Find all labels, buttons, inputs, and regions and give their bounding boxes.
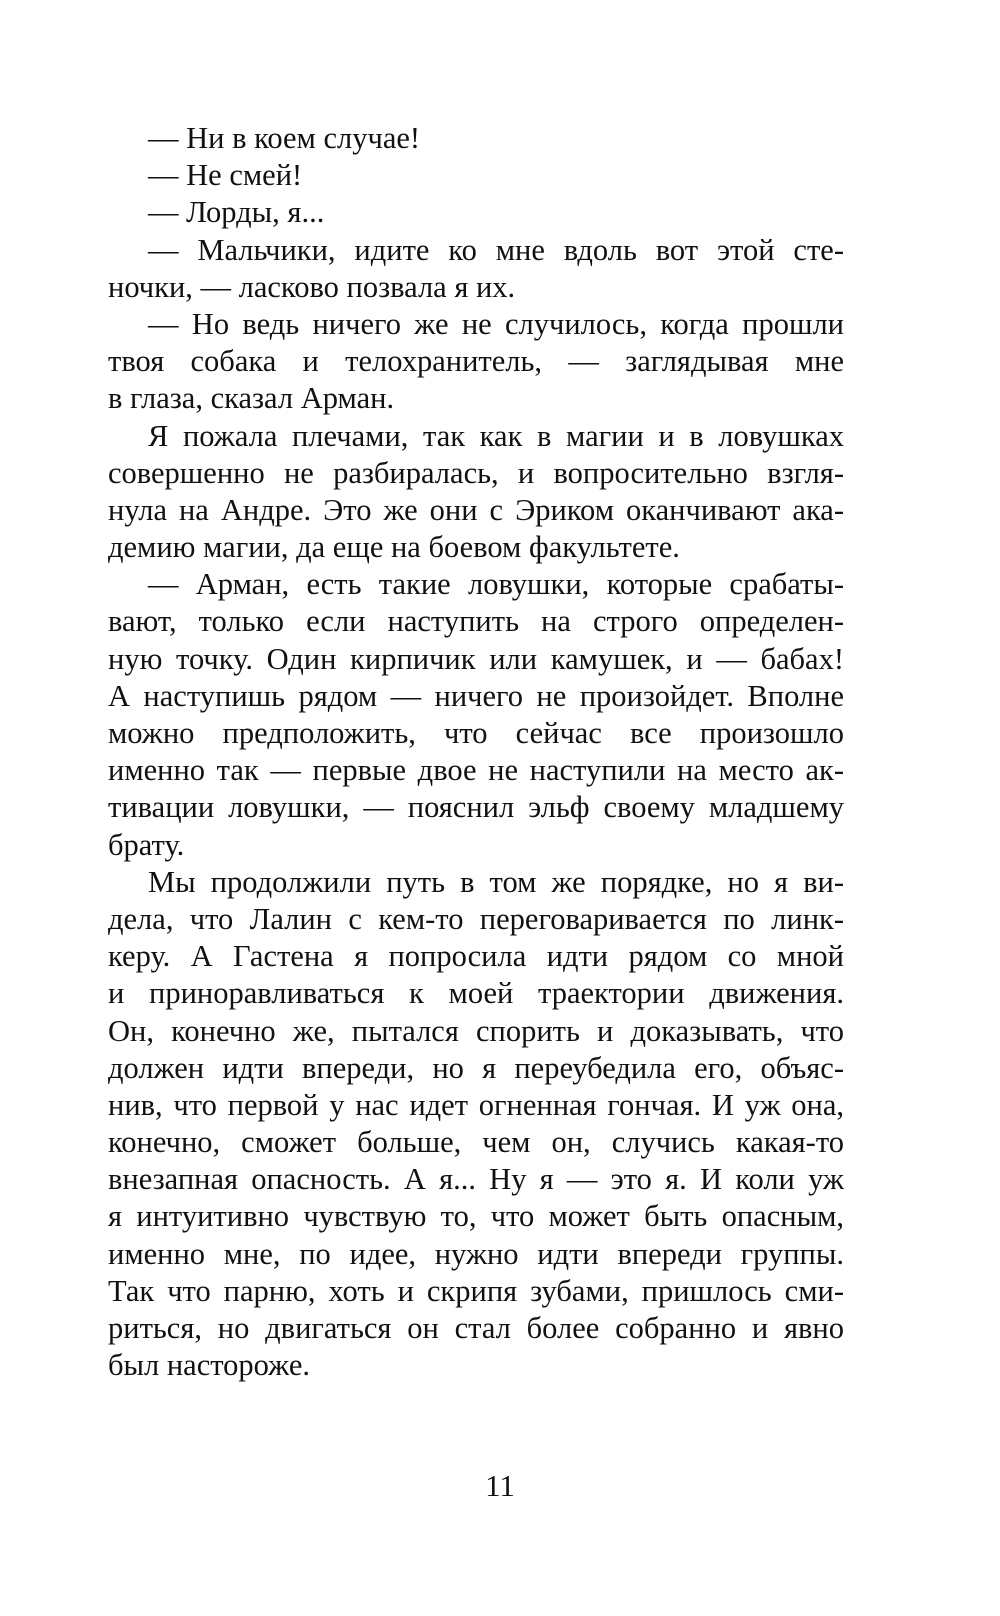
text-line: должен идти впереди, но я переубедила его, объяс- bbox=[108, 1050, 844, 1085]
text-line: тивации ловушки, — пояснил эльф своему младшему bbox=[108, 790, 844, 825]
text-line: демию магии, да еще на боевом факультете. bbox=[108, 530, 680, 565]
text-line: внезапная опасность. А я... Ну я — это я. И коли уж bbox=[108, 1162, 844, 1197]
text-line: — Лорды, я... bbox=[148, 195, 325, 230]
text-line: — Ни в коем случае! bbox=[148, 121, 421, 155]
text-line: Я пожала плечами, так как в магии и в ловушках bbox=[148, 418, 844, 453]
text-line: твоя собака и телохранитель, — заглядывая мне bbox=[108, 344, 844, 379]
text-line: можно предположить, что сейчас все произошло bbox=[108, 716, 844, 750]
text-line: я интуитивно чувствую то, что может быть опасным, bbox=[108, 1199, 844, 1234]
text-line: и приноравливаться к моей траектории движения. bbox=[108, 976, 844, 1011]
text-line: ночки, — ласково позвала я их. bbox=[108, 269, 516, 304]
text-line: именно так — первые двое не наступили на место ак- bbox=[108, 753, 844, 788]
text-line: совершенно не разбиралась, и вопросительно взгля- bbox=[108, 455, 844, 490]
text-line: был настороже. bbox=[108, 1348, 311, 1383]
text-line: — Арман, есть такие ловушки, которые срабаты- bbox=[148, 567, 844, 602]
text-line: вают, только если наступить на строго определен- bbox=[108, 604, 844, 639]
text-line: Мы продолжили путь в том же порядке, но я ви- bbox=[148, 864, 844, 899]
text-line: ную точку. Один кирпичик или камушек, и — бабах! bbox=[108, 641, 844, 676]
text-line: в глаза, сказал Арман. bbox=[108, 381, 395, 416]
text-line: — Но ведь ничего же не случилось, когда прошли bbox=[148, 306, 844, 341]
page-number: 11 bbox=[485, 1468, 515, 1503]
page-text bbox=[108, 120, 844, 1384]
text-line: конечно, сможет больше, чем он, случись какая-то bbox=[108, 1125, 844, 1160]
text-line: — Не смей! bbox=[148, 158, 303, 193]
text-line: риться, но двигаться он стал более собранно и явно bbox=[108, 1311, 844, 1345]
text-line: А наступишь рядом — ничего не произойдет. Вполне bbox=[108, 678, 844, 713]
text-line: именно мне, по идее, нужно идти впереди группы. bbox=[108, 1236, 844, 1271]
text-line: Он, конечно же, пытался спорить и доказывать, что bbox=[108, 1013, 844, 1048]
text-line: — Мальчики, идите ко мне вдоль вот этой сте- bbox=[148, 232, 844, 267]
text-line: дела, что Лалин с кем-то переговаривается по линк- bbox=[108, 901, 844, 936]
text-line: брату. bbox=[108, 827, 185, 862]
text-line: нула на Андре. Это же они с Эриком оканчивают ака- bbox=[108, 492, 844, 527]
text-line: Так что парню, хоть и скрипя зубами, пришлось сми- bbox=[108, 1273, 844, 1308]
text-line: керу. А Гастена я попросила идти рядом со мной bbox=[108, 939, 844, 974]
text-line: нив, что первой у нас идет огненная гончая. И уж она, bbox=[108, 1087, 844, 1122]
